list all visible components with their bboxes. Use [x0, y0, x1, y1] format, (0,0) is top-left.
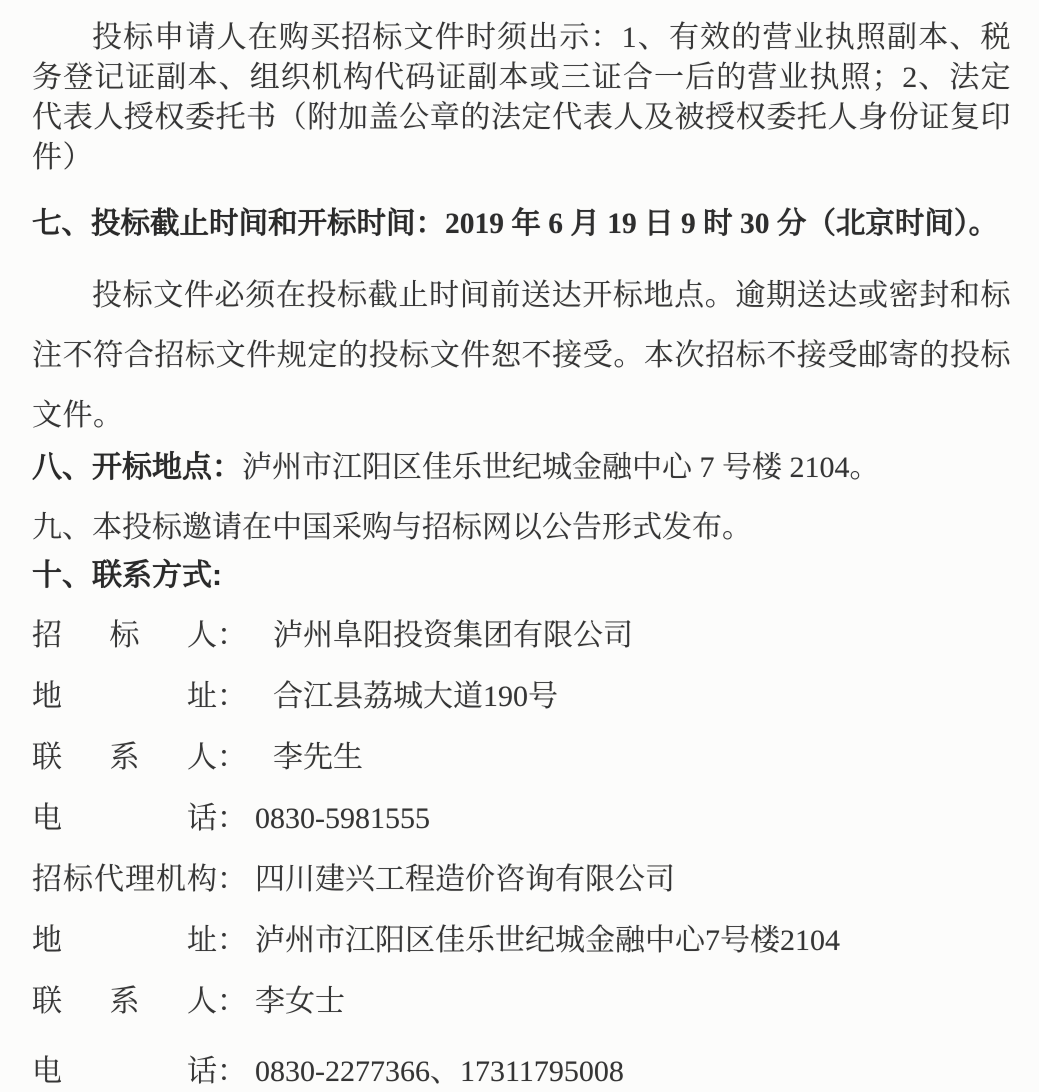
- contact-value: 泸州阜阳投资集团有限公司: [273, 619, 633, 652]
- contact-row-tenderer-phone: [32, 799, 1011, 839]
- contact-label: 地址: [32, 924, 217, 957]
- section-9-number: 九、: [32, 511, 92, 544]
- section-10-contact-heading-line: [32, 556, 1011, 596]
- contact-label: 电话: [32, 802, 217, 835]
- section-9-text: 本投标邀请在中国采购与招标网以公告形式发布。: [92, 511, 752, 544]
- contact-colon: ：: [217, 741, 247, 774]
- section-9-announcement-line: [32, 508, 1011, 548]
- contact-colon: ：: [217, 924, 247, 957]
- contact-row-tenderer-person: [32, 738, 1011, 778]
- contact-colon: ：: [217, 680, 247, 713]
- contact-row-tenderer: [32, 616, 1011, 656]
- contact-row-tenderer-address: [32, 677, 1011, 717]
- contact-colon: ：: [217, 619, 247, 652]
- section-7-deadline-line: [32, 204, 1011, 244]
- contact-label: 电话: [32, 1055, 217, 1088]
- contact-value: 四川建兴工程造价咨询有限公司: [255, 863, 675, 896]
- paragraph-delivery-rules: 投标文件必须在投标截止时间前送达开标地点。逾期送达或密封和标注不符合招标文件规定的投标文件恕不接受。本次招标不接受邮寄的投标文件。: [32, 279, 1011, 432]
- contact-value: 合江县荔城大道190号: [273, 680, 558, 713]
- section-7-datetime: 2019 年 6 月 19 日 9 时 30 分（北京时间）。: [445, 208, 999, 240]
- contact-row-agency: [32, 860, 1011, 900]
- contact-colon: ：: [217, 863, 247, 896]
- contact-value: 李女士: [255, 985, 345, 1018]
- contact-value: 泸州市江阳区佳乐世纪城金融中心7号楼2104: [255, 924, 840, 957]
- contact-row-agency-person: [32, 982, 1011, 1022]
- contact-label: 招标人: [32, 619, 217, 652]
- section-8-heading: 八、开标地点：: [32, 451, 242, 484]
- contact-label: 联系人: [32, 741, 217, 774]
- paragraph-bidder-requirements: 投标申请人在购买招标文件时须出示：1、有效的营业执照副本、税务登记证副本、组织机构代码证副本或三证合一后的营业执照；2、法定代表人授权委托书（附加盖公章的法定代表人及被授权委托人身份证复印件）: [32, 21, 1011, 174]
- contact-value: 0830-2277366、17311795008: [255, 1055, 624, 1088]
- section-8-location-line: [32, 448, 1011, 488]
- contact-colon: ：: [217, 802, 247, 835]
- contact-label: 地址: [32, 680, 217, 713]
- contact-colon: ：: [217, 985, 247, 1018]
- section-7-heading: 七、投标截止时间和开标时间：: [32, 207, 446, 240]
- contact-row-agency-phone: [32, 1052, 1011, 1092]
- contact-label: 招标代理机构: [32, 863, 217, 896]
- contact-value: 0830-5981555: [255, 802, 430, 835]
- section-8-address: 泸州市江阳区佳乐世纪城金融中心 7 号楼 2104。: [242, 451, 880, 484]
- contact-value: 李先生: [273, 741, 363, 774]
- section-10-heading: 十、联系方式:: [32, 559, 222, 592]
- contact-label: 联系人: [32, 985, 217, 1018]
- contact-colon: ：: [217, 1055, 247, 1088]
- contact-row-agency-address: [32, 921, 1011, 961]
